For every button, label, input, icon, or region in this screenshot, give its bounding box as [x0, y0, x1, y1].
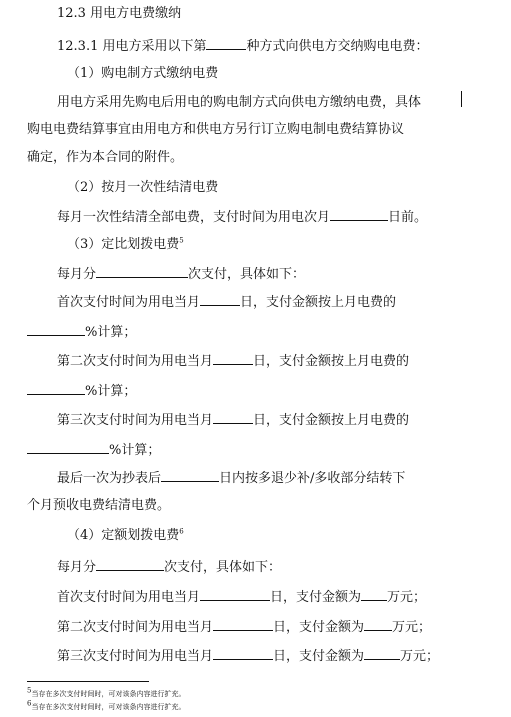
final-day-blank[interactable]	[161, 468, 219, 482]
payment-middle: 日，支付金额按上月电费的	[253, 413, 410, 428]
final-payment-line	[57, 468, 405, 488]
payment-prefix: 第三次支付时间为用电当月	[57, 413, 214, 428]
percent-line	[27, 322, 136, 342]
percent-suffix: %计算；	[85, 384, 137, 399]
payment-line	[57, 292, 396, 312]
final-prefix: 最后一次为抄表后	[57, 471, 162, 486]
text-cursor	[461, 91, 462, 107]
amount-suffix: 万元；	[387, 590, 427, 605]
option3-title	[67, 236, 184, 254]
amount-line	[57, 587, 426, 607]
footnote-separator	[27, 681, 149, 682]
percent-blank[interactable]	[27, 440, 109, 454]
footnote-ref: 6	[179, 527, 184, 536]
final-payment-line2: 个月预收电费结清电费。	[27, 498, 171, 513]
frequency-blank[interactable]	[96, 264, 188, 278]
payment-middle: 日，支付金额按上月电费的	[253, 354, 410, 369]
option1-body-line: 购电电费结算事宜由用电方和供电方另行订立购电制电费结算协议	[27, 122, 405, 137]
payment-line	[57, 410, 409, 430]
option3-title-text: （3）定比划拨电费	[67, 237, 180, 252]
percent-line	[27, 381, 136, 401]
clause-intro	[57, 36, 429, 56]
percent-blank[interactable]	[27, 381, 85, 395]
option1-body-line: 用电方采用先购电后用电的购电制方式向供电方缴纳电费，具体	[57, 95, 422, 110]
option2-body-suffix: 日前。	[388, 210, 428, 225]
payment-middle: 日，支付金额按上月电费的	[240, 295, 397, 310]
payment-middle: 日，支付金额为	[270, 590, 362, 605]
option2-title: （2）按月一次性结清电费	[67, 180, 219, 195]
amount-line	[57, 646, 439, 666]
payment-day-blank[interactable]	[330, 207, 388, 221]
frequency-suffix: 次支付，具体如下：	[188, 267, 306, 282]
amount-suffix: 万元；	[400, 649, 440, 664]
option4-title	[67, 527, 184, 545]
day-blank[interactable]	[213, 351, 253, 365]
payment-line	[57, 351, 409, 371]
payment-middle: 日，支付金额为	[273, 620, 365, 635]
clause-intro-prefix: 12.3.1 用电方采用以下第	[57, 39, 207, 54]
day-blank[interactable]	[213, 410, 253, 424]
option1-title: （1）购电制方式缴纳电费	[67, 66, 219, 81]
footnote-text: 当存在多次支付时间时，可对该条内容进行扩充。	[31, 690, 186, 698]
option2-body-prefix: 每月一次性结清全部电费，支付时间为用电次月	[57, 210, 331, 225]
percent-suffix: %计算；	[109, 443, 161, 458]
frequency-blank[interactable]	[96, 557, 164, 571]
frequency-suffix: 次支付，具体如下：	[164, 560, 282, 575]
day-blank[interactable]	[200, 587, 270, 601]
payment-prefix: 第三次支付时间为用电当月	[57, 649, 214, 664]
percent-suffix: %计算；	[85, 325, 137, 340]
day-blank[interactable]	[213, 646, 273, 660]
footnote	[27, 699, 186, 712]
option4-frequency	[57, 557, 281, 577]
footnote	[27, 686, 186, 699]
amount-suffix: 万元；	[392, 620, 432, 635]
percent-blank[interactable]	[27, 322, 85, 336]
final-suffix: 日内按多退少补/多收部分结转下	[219, 471, 406, 486]
payment-prefix: 首次支付时间为用电当月	[57, 295, 201, 310]
footnote-text: 当存在多次支付时间时，可对该条内容进行扩充。	[31, 703, 186, 711]
amount-blank[interactable]	[364, 617, 392, 631]
frequency-prefix: 每月分	[57, 267, 97, 282]
option4-title-text: （4）定额划拨电费	[67, 528, 180, 543]
footnote-mark: 5	[27, 686, 32, 695]
payment-middle: 日，支付金额为	[273, 649, 365, 664]
footnote-ref: 5	[179, 236, 184, 245]
option3-frequency	[57, 264, 305, 284]
section-heading: 12.3 用电方电费缴纳	[57, 6, 182, 21]
day-blank[interactable]	[213, 617, 273, 631]
option2-body	[57, 207, 427, 227]
amount-blank[interactable]	[361, 587, 387, 601]
day-blank[interactable]	[200, 292, 240, 306]
option-number-blank[interactable]	[206, 36, 246, 50]
frequency-prefix: 每月分	[57, 560, 97, 575]
clause-intro-suffix: 种方式向供电方交纳购电电费：	[246, 39, 429, 54]
payment-prefix: 第二次支付时间为用电当月	[57, 620, 214, 635]
payment-prefix: 第二次支付时间为用电当月	[57, 354, 214, 369]
amount-line	[57, 617, 431, 637]
percent-line	[27, 440, 160, 460]
footnote-mark: 6	[27, 699, 32, 708]
payment-prefix: 首次支付时间为用电当月	[57, 590, 201, 605]
amount-blank[interactable]	[364, 646, 400, 660]
option1-body-line: 确定，作为本合同的附件。	[27, 150, 184, 165]
